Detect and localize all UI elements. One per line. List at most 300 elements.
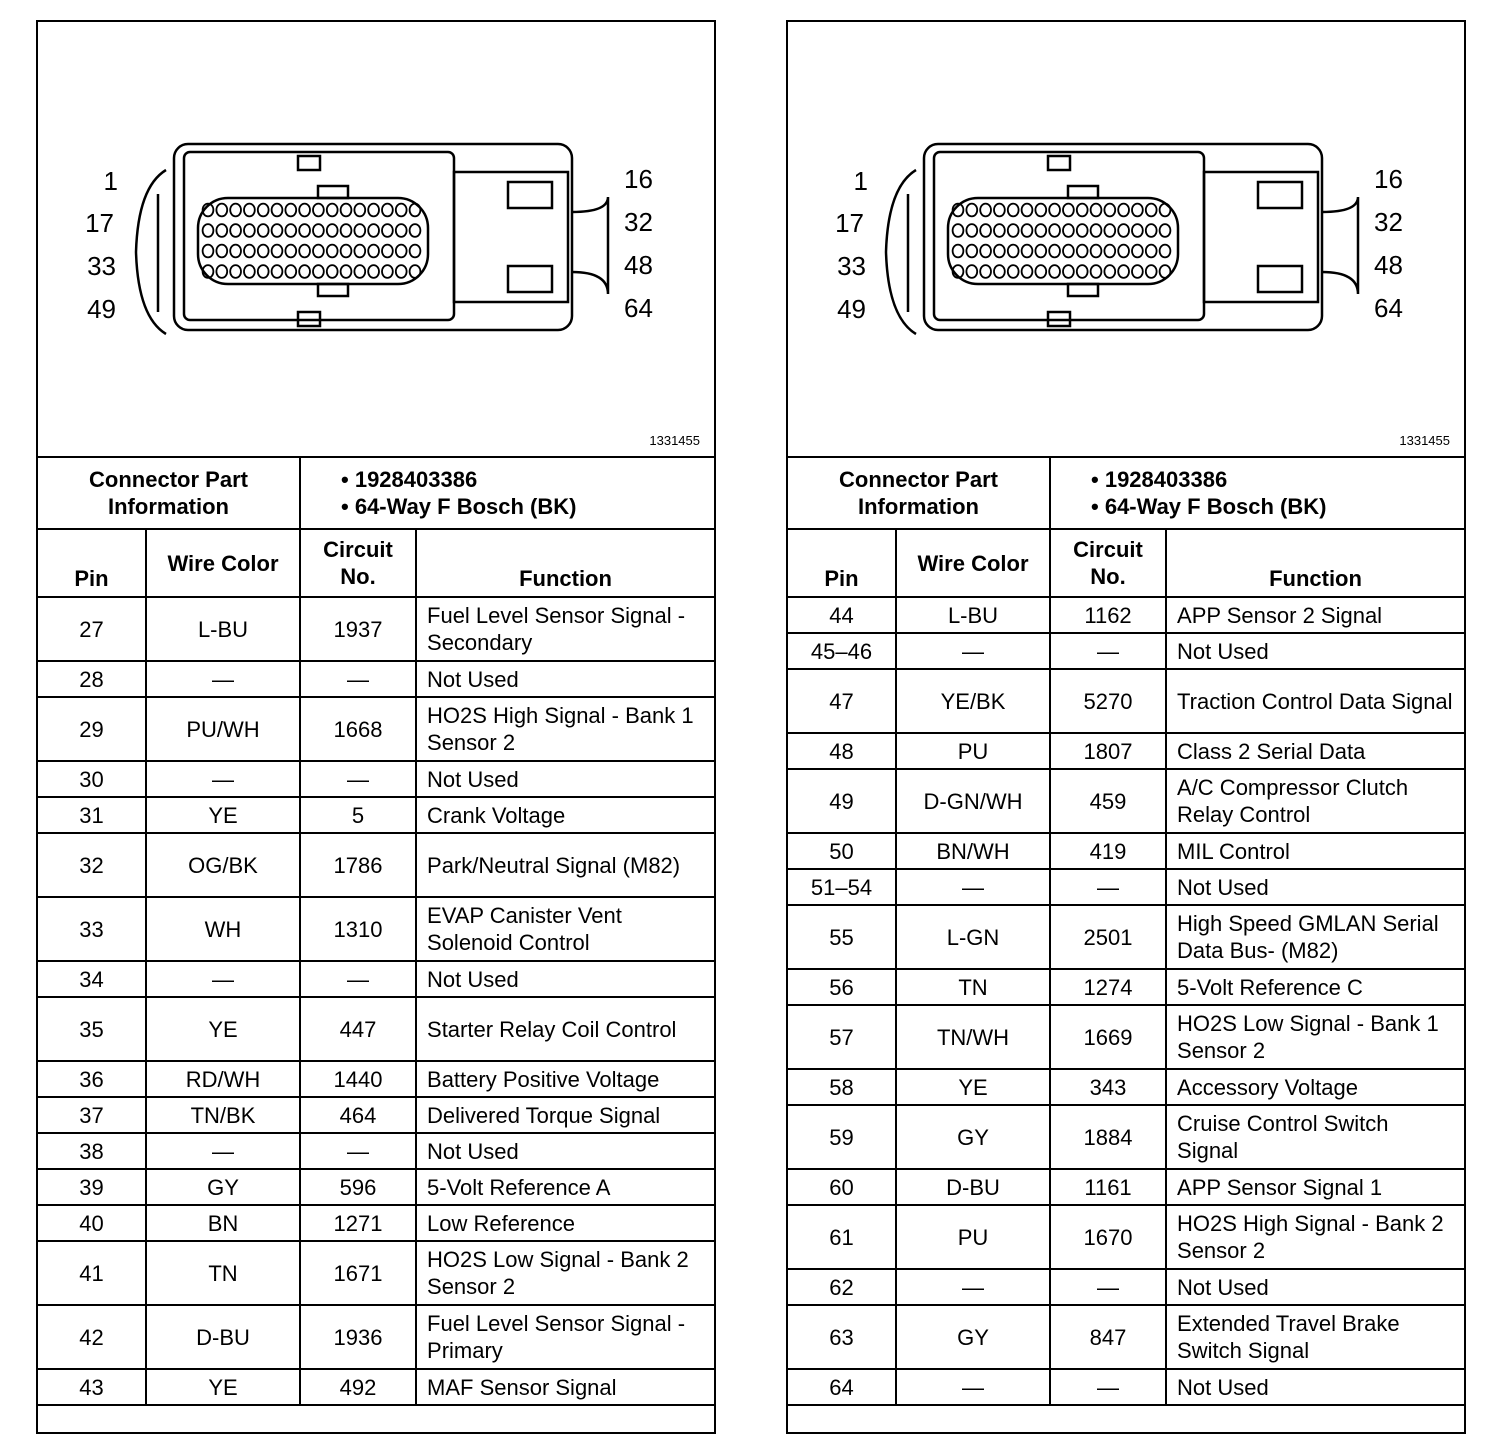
- connector-part-number: • 1928403386: [341, 467, 478, 492]
- pin-cell: 57: [788, 1005, 896, 1069]
- pin-cavity: [244, 265, 255, 278]
- pin-cavity: [1008, 204, 1019, 217]
- circuit-cell: 464: [300, 1097, 416, 1133]
- pin-cavity: [368, 204, 379, 217]
- pin-cavity: [994, 224, 1005, 237]
- wire-color-cell: TN: [896, 969, 1050, 1005]
- pin-cavity: [230, 224, 241, 237]
- function-cell: EVAP Canister Vent Solenoid Control: [416, 897, 714, 961]
- circuit-cell: 459: [1050, 769, 1166, 833]
- wire-color-cell: —: [146, 961, 300, 997]
- circuit-cell: 5: [300, 797, 416, 833]
- table-row: [38, 597, 714, 661]
- pin-cavity: [1077, 204, 1088, 217]
- wire-color-cell: YE: [896, 1069, 1050, 1105]
- pin-cavity: [341, 224, 352, 237]
- pin-label-17: 17: [835, 208, 864, 238]
- function-cell: A/C Compressor Clutch Relay Control: [1166, 769, 1464, 833]
- pin-cavity: [1091, 245, 1102, 258]
- wire-color-cell: BN: [146, 1205, 300, 1241]
- pin-cell: 51–54: [788, 869, 896, 905]
- pin-label-16: 16: [1374, 164, 1403, 194]
- pin-cavity: [966, 204, 977, 217]
- table-row: [788, 869, 1464, 905]
- pin-cavity: [354, 265, 365, 278]
- pin-cavity: [272, 245, 283, 258]
- function-cell: Not Used: [416, 761, 714, 797]
- pin-cavity: [966, 245, 977, 258]
- wire-color-cell: PU: [896, 1205, 1050, 1269]
- pin-cavity: [410, 265, 421, 278]
- pin-cavity: [980, 265, 991, 278]
- function-cell: High Speed GMLAN Serial Data Bus- (M82): [1166, 905, 1464, 969]
- function-cell: APP Sensor Signal 1: [1166, 1169, 1464, 1205]
- connector-info-label: Connector Part Information: [788, 458, 1050, 529]
- pin-cavity: [230, 245, 241, 258]
- pin-cavity: [410, 245, 421, 258]
- pin-cavity: [1063, 224, 1074, 237]
- pin-cavity: [327, 245, 338, 258]
- table-row: [788, 1069, 1464, 1105]
- pin-cavity: [1022, 224, 1033, 237]
- connector-drawing: [38, 22, 714, 454]
- pin-cell: 56: [788, 969, 896, 1005]
- pin-cavity: [258, 265, 269, 278]
- pin-cell: 43: [38, 1369, 146, 1405]
- table-row: [38, 1241, 714, 1305]
- table-row: [788, 1105, 1464, 1169]
- pin-cavity: [980, 224, 991, 237]
- pin-cell: 29: [38, 697, 146, 761]
- function-cell: Not Used: [416, 1133, 714, 1169]
- pin-cavity: [1049, 265, 1060, 278]
- function-cell: 5-Volt Reference C: [1166, 969, 1464, 1005]
- pin-cavity: [1146, 265, 1157, 278]
- table-row: [38, 1061, 714, 1097]
- pin-cell: 62: [788, 1269, 896, 1305]
- wire-color-cell: D-GN/WH: [896, 769, 1050, 833]
- pin-cavity: [1160, 224, 1171, 237]
- function-cell: Not Used: [416, 661, 714, 697]
- table-row: [788, 833, 1464, 869]
- pin-cavity: [354, 224, 365, 237]
- function-cell: Not Used: [1166, 869, 1464, 905]
- table-row: [788, 733, 1464, 769]
- function-cell: HO2S High Signal - Bank 2 Sensor 2: [1166, 1205, 1464, 1269]
- circuit-cell: 1807: [1050, 733, 1166, 769]
- pin-label-33: 33: [837, 251, 866, 281]
- circuit-cell: 1668: [300, 697, 416, 761]
- pin-cavity: [1146, 245, 1157, 258]
- pin-cavity: [230, 265, 241, 278]
- circuit-cell: 419: [1050, 833, 1166, 869]
- pin-cavity: [230, 204, 241, 217]
- wire-color-cell: YE: [146, 997, 300, 1061]
- function-cell: Starter Relay Coil Control: [416, 997, 714, 1061]
- table-row: [788, 1169, 1464, 1205]
- header-pin: Pin: [788, 529, 896, 597]
- pin-cavity: [410, 204, 421, 217]
- pin-cell: 44: [788, 597, 896, 633]
- table-row: [38, 661, 714, 697]
- pin-cavity: [258, 204, 269, 217]
- pin-label-48: 48: [624, 250, 653, 280]
- function-cell: Not Used: [1166, 1269, 1464, 1305]
- pin-cavity: [341, 265, 352, 278]
- table-row: [38, 1169, 714, 1205]
- circuit-cell: —: [1050, 1269, 1166, 1305]
- connector-diagram: [788, 22, 1464, 458]
- pin-cavity: [341, 245, 352, 258]
- pin-cavity: [327, 204, 338, 217]
- table-row: [38, 1133, 714, 1169]
- pin-cavity: [382, 245, 393, 258]
- pin-label-32: 32: [624, 207, 653, 237]
- pin-cavity: [1077, 224, 1088, 237]
- pin-cell: 48: [788, 733, 896, 769]
- circuit-cell: 1669: [1050, 1005, 1166, 1069]
- circuit-cell: 1310: [300, 897, 416, 961]
- pin-cell: 42: [38, 1305, 146, 1369]
- pin-cavity: [203, 245, 214, 258]
- pin-label-49: 49: [837, 294, 866, 324]
- pin-cavity: [258, 245, 269, 258]
- pin-cell: 30: [38, 761, 146, 797]
- pin-label-1: 1: [103, 166, 118, 196]
- table-row: [38, 1205, 714, 1241]
- pin-cavity: [1160, 204, 1171, 217]
- pin-cavity: [285, 204, 296, 217]
- pin-cavity: [966, 224, 977, 237]
- circuit-cell: 1162: [1050, 597, 1166, 633]
- table-row: [788, 1305, 1464, 1369]
- pin-cell: 27: [38, 597, 146, 661]
- circuit-cell: —: [300, 761, 416, 797]
- function-cell: Traction Control Data Signal: [1166, 669, 1464, 733]
- wire-color-cell: PU/WH: [146, 697, 300, 761]
- circuit-cell: 1884: [1050, 1105, 1166, 1169]
- wire-color-cell: —: [146, 761, 300, 797]
- pin-cavity: [994, 245, 1005, 258]
- circuit-cell: 1274: [1050, 969, 1166, 1005]
- table-row: [788, 1369, 1464, 1405]
- pin-cavity: [1077, 265, 1088, 278]
- header-circuit-no: Circuit No.: [300, 529, 416, 597]
- pin-label-16: 16: [624, 164, 653, 194]
- wire-color-cell: WH: [146, 897, 300, 961]
- circuit-cell: 847: [1050, 1305, 1166, 1369]
- pin-cavity: [244, 245, 255, 258]
- pin-cavity: [1104, 224, 1115, 237]
- pin-cavity: [272, 224, 283, 237]
- function-cell: Fuel Level Sensor Signal - Primary: [416, 1305, 714, 1369]
- pin-cavity: [1008, 245, 1019, 258]
- pin-cavity: [382, 204, 393, 217]
- pin-cavity: [1063, 204, 1074, 217]
- circuit-cell: 492: [300, 1369, 416, 1405]
- wire-color-cell: YE: [146, 1369, 300, 1405]
- pin-cell: 63: [788, 1305, 896, 1369]
- wire-color-cell: L-BU: [146, 597, 300, 661]
- pin-cavity: [313, 265, 324, 278]
- connector-part-number: • 1928403386: [1091, 467, 1228, 492]
- pin-cell: 36: [38, 1061, 146, 1097]
- pin-cell: 37: [38, 1097, 146, 1133]
- wire-color-cell: —: [896, 869, 1050, 905]
- pin-cell: 59: [788, 1105, 896, 1169]
- connector-type: • 64-Way F Bosch (BK): [341, 494, 577, 519]
- pin-cavity: [980, 245, 991, 258]
- pin-cavity: [1022, 245, 1033, 258]
- pin-cavity: [1132, 245, 1143, 258]
- pin-label-32: 32: [1374, 207, 1403, 237]
- circuit-cell: —: [1050, 1369, 1166, 1405]
- function-cell: MIL Control: [1166, 833, 1464, 869]
- table-row: [788, 1205, 1464, 1269]
- connector-drawing: [788, 22, 1464, 454]
- pin-label-49: 49: [87, 294, 116, 324]
- pin-cell: 38: [38, 1133, 146, 1169]
- pin-cavity: [994, 204, 1005, 217]
- function-cell: Delivered Torque Signal: [416, 1097, 714, 1133]
- wire-color-cell: L-BU: [896, 597, 1050, 633]
- pin-cell: 31: [38, 797, 146, 833]
- pin-cell: 60: [788, 1169, 896, 1205]
- wire-color-cell: —: [896, 1269, 1050, 1305]
- table-row: [38, 897, 714, 961]
- connector-type: • 64-Way F Bosch (BK): [1091, 494, 1327, 519]
- connector-info-values: [300, 458, 714, 529]
- function-cell: Accessory Voltage: [1166, 1069, 1464, 1105]
- pin-label-1: 1: [853, 166, 868, 196]
- pin-cavity: [368, 265, 379, 278]
- function-cell: Not Used: [416, 961, 714, 997]
- wire-color-cell: D-BU: [146, 1305, 300, 1369]
- table-row: [38, 761, 714, 797]
- wire-color-cell: GY: [146, 1169, 300, 1205]
- pin-cavity: [299, 245, 310, 258]
- pin-cavity: [980, 204, 991, 217]
- pin-cavity: [1035, 265, 1046, 278]
- pin-cavity: [203, 224, 214, 237]
- table-row: [38, 1097, 714, 1133]
- pin-cavity: [1160, 245, 1171, 258]
- function-cell: Park/Neutral Signal (M82): [416, 833, 714, 897]
- circuit-cell: 1161: [1050, 1169, 1166, 1205]
- wire-color-cell: BN/WH: [896, 833, 1050, 869]
- connector-info-values: [1050, 458, 1464, 529]
- pin-cavity: [1146, 204, 1157, 217]
- function-cell: HO2S Low Signal - Bank 2 Sensor 2: [416, 1241, 714, 1305]
- pin-cavity: [1160, 265, 1171, 278]
- table-row: [788, 905, 1464, 969]
- pin-cavity: [1091, 204, 1102, 217]
- pin-cavity: [341, 204, 352, 217]
- header-circuit-no: Circuit No.: [1050, 529, 1166, 597]
- figure-number: 1331455: [1399, 433, 1450, 448]
- pin-cavity: [1118, 265, 1129, 278]
- pin-cavity: [327, 265, 338, 278]
- pin-cavity: [1118, 204, 1129, 217]
- pin-cell: 32: [38, 833, 146, 897]
- pin-cell: 64: [788, 1369, 896, 1405]
- pin-cell: 28: [38, 661, 146, 697]
- wire-color-cell: RD/WH: [146, 1061, 300, 1097]
- pin-cavity: [299, 224, 310, 237]
- pin-cavity: [327, 224, 338, 237]
- table-row: [788, 597, 1464, 633]
- pin-cavity: [1063, 265, 1074, 278]
- pin-cavity: [1022, 204, 1033, 217]
- pin-cell: 50: [788, 833, 896, 869]
- table-row: [38, 833, 714, 897]
- pin-cavity: [1118, 245, 1129, 258]
- pin-label-64: 64: [1374, 293, 1403, 323]
- wire-color-cell: L-GN: [896, 905, 1050, 969]
- circuit-cell: —: [300, 961, 416, 997]
- pin-cavity: [396, 265, 407, 278]
- table-row: [788, 669, 1464, 733]
- function-cell: Crank Voltage: [416, 797, 714, 833]
- pin-cell: 35: [38, 997, 146, 1061]
- pin-cavity: [396, 204, 407, 217]
- connector-diagram: [38, 22, 714, 458]
- circuit-cell: 343: [1050, 1069, 1166, 1105]
- pin-cavity: [1008, 224, 1019, 237]
- header-wire-color: Wire Color: [896, 529, 1050, 597]
- wire-color-cell: —: [146, 661, 300, 697]
- pin-cavity: [1104, 245, 1115, 258]
- wire-color-cell: TN/WH: [896, 1005, 1050, 1069]
- wire-color-cell: —: [896, 1369, 1050, 1405]
- pin-cavity: [1104, 204, 1115, 217]
- circuit-cell: 1936: [300, 1305, 416, 1369]
- circuit-cell: 5270: [1050, 669, 1166, 733]
- wire-color-cell: D-BU: [896, 1169, 1050, 1205]
- wire-color-cell: PU: [896, 733, 1050, 769]
- function-cell: APP Sensor 2 Signal: [1166, 597, 1464, 633]
- pin-cavity: [285, 265, 296, 278]
- table-row: [38, 1305, 714, 1369]
- pin-cavity: [354, 245, 365, 258]
- table-row: [788, 769, 1464, 833]
- function-cell: Cruise Control Switch Signal: [1166, 1105, 1464, 1169]
- pin-cavity: [1049, 204, 1060, 217]
- pin-cell: 34: [38, 961, 146, 997]
- function-cell: 5-Volt Reference A: [416, 1169, 714, 1205]
- table-row: [788, 969, 1464, 1005]
- pin-cavity: [244, 224, 255, 237]
- circuit-cell: 447: [300, 997, 416, 1061]
- circuit-cell: 596: [300, 1169, 416, 1205]
- pin-cell: 40: [38, 1205, 146, 1241]
- pin-cavity: [368, 245, 379, 258]
- pin-cavity: [396, 245, 407, 258]
- pin-cavity: [1091, 265, 1102, 278]
- pin-cavity: [216, 265, 227, 278]
- function-cell: Low Reference: [416, 1205, 714, 1241]
- table-row: [38, 697, 714, 761]
- pin-label-17: 17: [85, 208, 114, 238]
- pin-cavity: [966, 265, 977, 278]
- circuit-cell: 1937: [300, 597, 416, 661]
- pin-cavity: [216, 204, 227, 217]
- pin-cell: 47: [788, 669, 896, 733]
- header-function: Function: [1166, 529, 1464, 597]
- pin-label-64: 64: [624, 293, 653, 323]
- pin-cavities: [953, 204, 1171, 278]
- table-row: [788, 633, 1464, 669]
- pin-cell: 33: [38, 897, 146, 961]
- function-cell: Extended Travel Brake Switch Signal: [1166, 1305, 1464, 1369]
- function-cell: HO2S Low Signal - Bank 1 Sensor 2: [1166, 1005, 1464, 1069]
- table-row: [38, 1369, 714, 1405]
- pin-cavity: [953, 245, 964, 258]
- wire-color-cell: TN: [146, 1241, 300, 1305]
- pin-cavity: [244, 204, 255, 217]
- pin-cavity: [1077, 245, 1088, 258]
- wire-color-cell: —: [896, 633, 1050, 669]
- pin-cavity: [382, 224, 393, 237]
- pin-cavity: [285, 224, 296, 237]
- pin-cavity: [1035, 204, 1046, 217]
- pin-cavity: [272, 204, 283, 217]
- pin-cavity: [354, 204, 365, 217]
- pin-cavity: [1049, 224, 1060, 237]
- pin-cell: 61: [788, 1205, 896, 1269]
- circuit-cell: —: [1050, 869, 1166, 905]
- function-cell: Class 2 Serial Data: [1166, 733, 1464, 769]
- wire-color-cell: GY: [896, 1305, 1050, 1369]
- circuit-cell: 1670: [1050, 1205, 1166, 1269]
- pin-cavity: [313, 204, 324, 217]
- pin-cell: 41: [38, 1241, 146, 1305]
- wire-color-cell: TN/BK: [146, 1097, 300, 1133]
- connector-panel-right: [786, 20, 1466, 1434]
- pin-cavity: [1035, 245, 1046, 258]
- pinout-table: [788, 458, 1464, 1406]
- table-row: [788, 1005, 1464, 1069]
- table-row: [788, 1269, 1464, 1305]
- circuit-cell: 1271: [300, 1205, 416, 1241]
- wire-color-cell: —: [146, 1133, 300, 1169]
- pin-cell: 55: [788, 905, 896, 969]
- circuit-cell: —: [300, 1133, 416, 1169]
- pin-cavity: [285, 245, 296, 258]
- function-cell: MAF Sensor Signal: [416, 1369, 714, 1405]
- circuit-cell: 1671: [300, 1241, 416, 1305]
- pin-cavity: [1008, 265, 1019, 278]
- pin-cavity: [313, 245, 324, 258]
- function-cell: HO2S High Signal - Bank 1 Sensor 2: [416, 697, 714, 761]
- pin-cavity: [396, 224, 407, 237]
- pin-cavity: [272, 265, 283, 278]
- table-row: [38, 961, 714, 997]
- pin-cavity: [368, 224, 379, 237]
- pin-cell: 58: [788, 1069, 896, 1105]
- wire-color-cell: OG/BK: [146, 833, 300, 897]
- pin-cell: 39: [38, 1169, 146, 1205]
- pin-cavity: [1146, 224, 1157, 237]
- pin-cavity: [1022, 265, 1033, 278]
- pin-cavity: [216, 245, 227, 258]
- pin-cavity: [299, 204, 310, 217]
- pin-cavity: [1132, 265, 1143, 278]
- header-pin: Pin: [38, 529, 146, 597]
- wire-color-cell: YE: [146, 797, 300, 833]
- pin-cavity: [1035, 224, 1046, 237]
- pin-cavity: [994, 265, 1005, 278]
